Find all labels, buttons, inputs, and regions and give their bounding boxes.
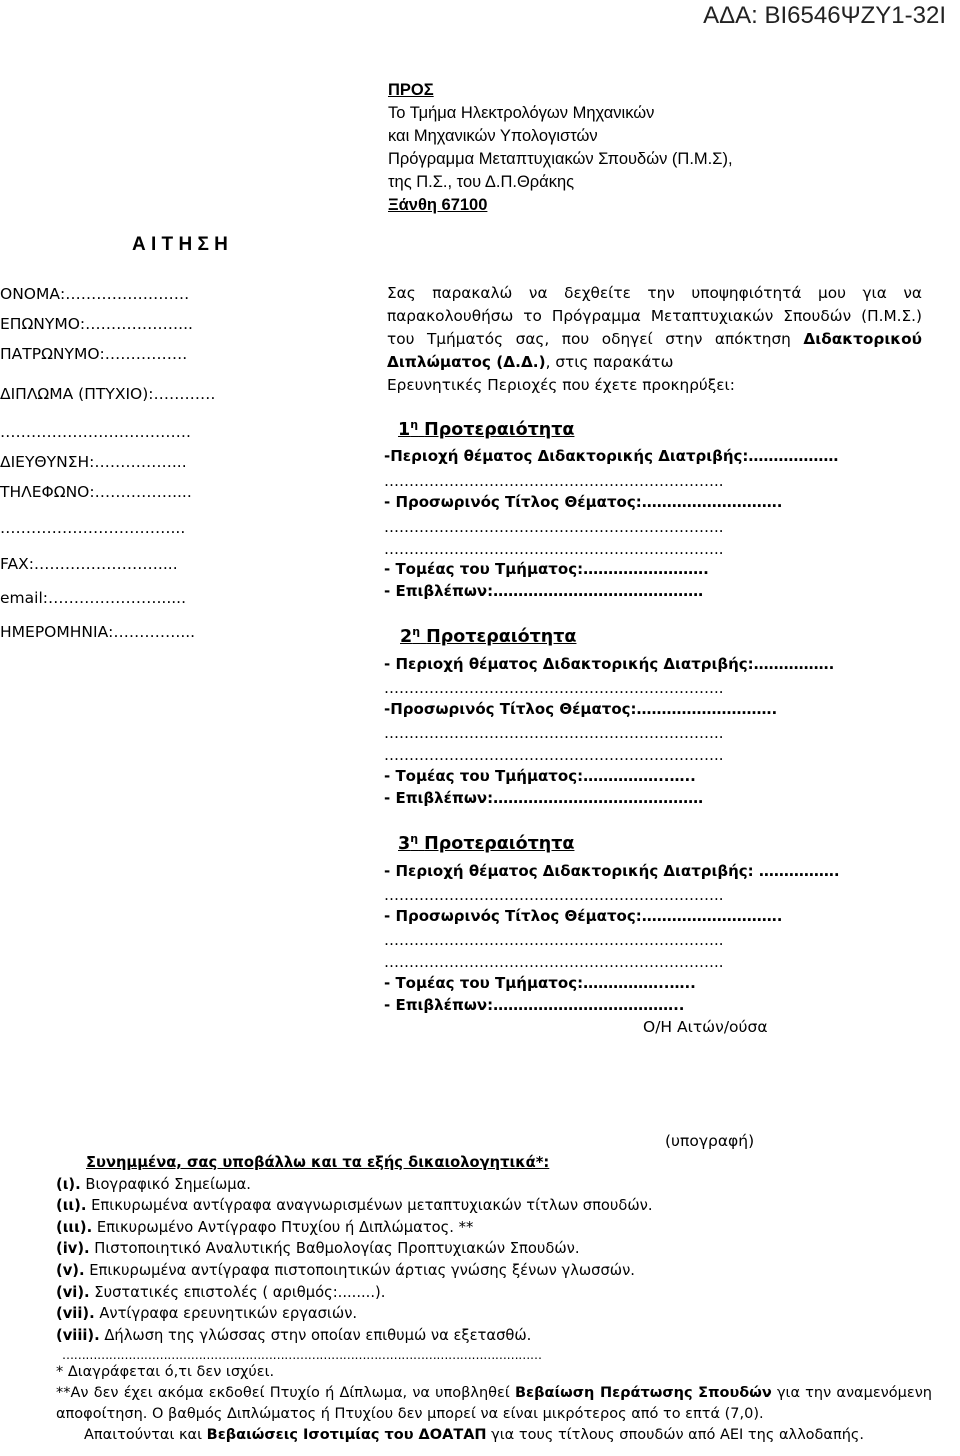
attachment-text: Βιογραφικό Σημείωμα. <box>80 1175 251 1193</box>
applicant-label: Ο/Η Αιτών/ούσα <box>643 1018 768 1036</box>
p2-title[interactable]: -Προσωρινός Τίτλος Θέματος:………………………. <box>384 700 778 718</box>
attachment-num: (v). <box>56 1261 85 1279</box>
attachment-text: Πιστοποιητικό Αναλυτικής Βαθμολογίας Προπτυχιακών Σπουδών. <box>89 1240 580 1258</box>
field-surname[interactable]: ΕΠΩΝΥΜΟ:………………... <box>0 315 193 333</box>
priority-sup: η <box>410 418 419 431</box>
field-fathers-name[interactable]: ΠΑΤΡΩΝΥΜΟ:……………. <box>0 345 188 363</box>
footnote-text: Απαιτούνται και <box>84 1427 207 1443</box>
p3-sector[interactable]: - Τομέας του Τμήματος:……………..….. <box>384 974 696 992</box>
intro-text: Σας παρακαλώ να δεχθείτε την υποψηφιότητά μου για να παρακολουθήσω το Πρόγραμμα Μεταπτυχιακών Σπουδών (Π.Μ.Σ.) του Τμήματός σας, που οδηγεί στην απόκτηση <box>387 284 922 348</box>
attachment-item <box>56 1325 653 1347</box>
p1-title[interactable]: - Προσωρινός Τίτλος Θέματος:………………………. <box>384 493 783 511</box>
intro-last: Ερευνητικές Περιοχές που έχετε προκηρύξει: <box>387 376 735 394</box>
p3-area[interactable]: - Περιοχή θέματος Διδακτορικής Διατριβής: ……………. <box>384 862 840 880</box>
attachment-item <box>56 1282 653 1304</box>
priority-label: Προτεραιότητα <box>426 626 577 647</box>
p2-area-cont[interactable]: ………………………………………………………….. <box>384 679 724 697</box>
field-fax[interactable]: FAX:…………………….... <box>0 555 178 573</box>
priority-num: 2 <box>400 626 413 647</box>
field-phone[interactable]: ΤΗΛΕΦΩΝΟ:…………….... <box>0 483 192 501</box>
priority-sup: η <box>412 625 421 638</box>
attachment-item <box>56 1238 653 1260</box>
p3-title-cont[interactable]: ………………………………………………………….. <box>384 953 724 971</box>
recipient-line: Το Τμήμα Ηλεκτρολόγων Μηχανικών <box>388 104 655 122</box>
recipient-label: ΠΡΟΣ <box>388 81 434 99</box>
intro-rest: , στις παρακάτω <box>545 353 674 371</box>
attachment-text: Επικυρωμένα αντίγραφα πιστοποιητικών άρτιας γνώσης ξένων γλωσσών. <box>84 1261 635 1279</box>
attachments-heading: Συνημμένα, σας υποβάλλω και τα εξής δικαιολογητικά*: <box>86 1154 550 1171</box>
footnote-star: * Διαγράφεται ό,τι δεν ισχύει. <box>56 1364 275 1380</box>
form-title: Α Ι Τ Η Σ Η <box>132 234 228 255</box>
p1-title-cont[interactable]: ………………………………………………………….. <box>384 518 724 536</box>
attachment-text: Δήλωση της γλώσσας στην οποίαν επιθυμώ να εξετασθώ. <box>99 1326 532 1344</box>
p2-area[interactable]: - Περιοχή θέματος Διδακτορικής Διατριβής:……………. <box>384 655 835 673</box>
priority-num: 3 <box>398 833 411 854</box>
attachment-item <box>56 1260 653 1282</box>
field-name[interactable]: ΟΝΟΜΑ:…………………… <box>0 285 190 303</box>
attachment-num: (viii). <box>56 1326 100 1344</box>
p1-title-cont[interactable]: ………………………………………………………….. <box>384 540 724 558</box>
p1-sector[interactable]: - Τομέας του Τμήματος:……………………. <box>384 560 709 578</box>
attachment-num: (ιι). <box>56 1197 87 1215</box>
signature-label: (υπογραφή) <box>665 1132 755 1150</box>
p2-supervisor[interactable]: - Επιβλέπων:…………………………………… <box>384 789 704 807</box>
attachment-text: Αντίγραφα ερευνητικών εργασιών. <box>94 1305 358 1323</box>
p2-sector[interactable]: - Τομέας του Τμήματος:……………..….. <box>384 767 696 785</box>
priority-label: Προτεραιότητα <box>424 419 575 440</box>
field-email[interactable]: email:…………………...... <box>0 589 187 607</box>
priority-1-heading <box>398 418 574 440</box>
p3-area-cont[interactable]: ………………………………………………………….. <box>384 886 724 904</box>
recipient-line: της Π.Σ., του Δ.Π.Θράκης <box>388 173 575 191</box>
p3-title-cont[interactable]: ………………………………………………………….. <box>384 931 724 949</box>
footnote-text: **Αν δεν έχει ακόμα εκδοθεί Πτυχίο ή Δίπλωμα, να υποβληθεί <box>56 1385 515 1401</box>
attachment-num: (vi). <box>56 1283 90 1301</box>
p3-title[interactable]: - Προσωρινός Τίτλος Θέματος:………………………. <box>384 907 783 925</box>
intro-bold: Διδακτορικού Διπλώματος (Δ.Δ.) <box>387 330 922 371</box>
attachment-text: Συστατικές επιστολές ( αριθμός:........). <box>89 1283 386 1301</box>
priority-2-heading <box>400 625 576 647</box>
attachment-num: (iv). <box>56 1240 90 1258</box>
attachment-num: (ιιι). <box>56 1218 93 1236</box>
attachment-num: (vii). <box>56 1305 95 1323</box>
attachment-text: Επικυρωμένα αντίγραφα αναγνωρισμένων μεταπτυχιακών τίτλων σπουδών. <box>86 1197 653 1215</box>
p3-supervisor[interactable]: - Επιβλέπων:……………………………….. <box>384 996 685 1014</box>
p1-area-cont[interactable]: ………………………………………………………….. <box>384 472 724 490</box>
footnote-bold: Βεβαιώσεις Ισοτιμίας του ΔΟΑΤΑΠ <box>206 1427 487 1443</box>
footnote-bold: Βεβαίωση Περάτωσης Σπουδών <box>514 1385 772 1401</box>
attachment-num: (ι). <box>56 1175 81 1193</box>
footnote-text: για την αναμενόμενη αποφοίτηση. Ο βαθμός Διπλώματος ή Πτυχίου δεν μπορεί να είναι μικρότερος από το επτά (7,0). <box>56 1385 932 1422</box>
field-address[interactable]: ΔΙΕΥΘΥΝΣΗ:……………... <box>0 453 187 471</box>
separator-dots: …………………………………………………………………………………………………………… <box>62 1348 542 1362</box>
attachment-item <box>56 1195 653 1217</box>
p2-title-cont[interactable]: ………………………………………………………….. <box>384 724 724 742</box>
recipient-city: Ξάνθη 67100 <box>388 196 488 214</box>
footnotes <box>56 1362 932 1446</box>
p1-supervisor[interactable]: - Επιβλέπων:…………………………………… <box>384 582 704 600</box>
field-degree[interactable]: ΔΙΠΛΩΜΑ (ΠΤΥΧΙΟ):………… <box>0 385 216 403</box>
attachment-item <box>56 1303 653 1325</box>
p2-title-cont[interactable]: ………………………………………………………….. <box>384 746 724 764</box>
priority-sup: η <box>410 832 419 845</box>
attachment-item <box>56 1174 653 1196</box>
attachment-text: Επικυρωμένο Αντίγραφο Πτυχίου ή Διπλώματος. ** <box>92 1218 474 1236</box>
footnote-text: για τους τίτλους σπουδών από ΑΕΙ της αλλοδαπής. <box>486 1427 865 1443</box>
priority-num: 1 <box>398 419 411 440</box>
field-phone-cont[interactable]: ……………………………... <box>0 519 186 537</box>
priority-3-heading <box>398 832 574 854</box>
field-date[interactable]: ΗΜΕΡΟΜΗΝΙΑ:………….... <box>0 623 196 641</box>
attachment-item <box>56 1217 653 1239</box>
attachments-block <box>56 1152 653 1346</box>
footnote-line3 <box>56 1425 932 1446</box>
p1-area[interactable]: -Περιοχή θέματος Διδακτορικής Διατριβής:……………… <box>384 447 839 465</box>
ada-code: ΑΔΑ: ΒΙ6546ΨΖΥ1-32Ι <box>703 2 946 29</box>
footnote-double-star <box>56 1383 932 1425</box>
recipient-block <box>388 79 733 217</box>
intro-paragraph <box>387 282 922 397</box>
field-degree-cont[interactable]: ………………………………. <box>0 423 191 441</box>
recipient-line: Πρόγραμμα Μεταπτυχιακών Σπουδών (Π.Μ.Σ), <box>388 150 733 168</box>
priority-label: Προτεραιότητα <box>424 833 575 854</box>
recipient-line: και Μηχανικών Υπολογιστών <box>388 127 598 145</box>
